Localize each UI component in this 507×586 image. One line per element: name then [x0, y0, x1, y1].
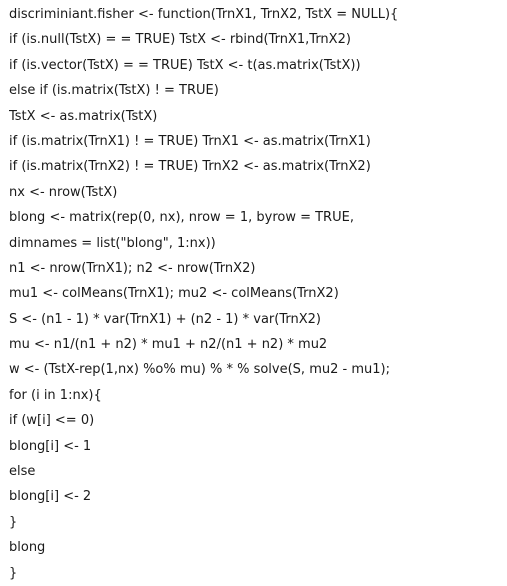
code-line-20: blong[i] <- 2 — [9, 489, 92, 505]
code-line-17: if (w[i] <= 0) — [9, 413, 95, 429]
code-line-10: dimnames = list("blong", 1:nx)) — [9, 235, 216, 251]
code-line-23: } — [9, 565, 18, 581]
code-line-1: discriminiant.fisher <- function(TrnX1, TrnX2, TstX = NULL){ — [9, 7, 399, 22]
code-line-19: else — [9, 464, 36, 480]
code-line-11: n1 <- nrow(TrnX1); n2 <- nrow(TrnX2) — [9, 260, 256, 276]
code-line-2: if (is.null(TstX) = = TRUE) TstX <- rbind(TrnX1,TrnX2) — [9, 32, 351, 48]
code-line-4: else if (is.matrix(TstX) ! = TRUE) — [9, 83, 219, 99]
code-line-7: if (is.matrix(TrnX2) ! = TRUE) TrnX2 <- as.matrix(TrnX2) — [9, 159, 371, 175]
code-line-8: nx <- nrow(TstX) — [9, 184, 118, 200]
code-line-5: TstX <- as.matrix(TstX) — [9, 108, 158, 124]
code-line-6: if (is.matrix(TrnX1) ! = TRUE) TrnX1 <- as.matrix(TrnX1) — [9, 133, 371, 149]
code-line-14: mu <- n1/(n1 + n2) * mu1 + n2/(n1 + n2) * mu2 — [9, 337, 328, 353]
code-line-9: blong <- matrix(rep(0, nx), nrow = 1, byrow = TRUE, — [9, 210, 354, 226]
code-line-22: blong — [9, 540, 46, 556]
code-line-12: mu1 <- colMeans(TrnX1); mu2 <- colMeans(TrnX2) — [9, 286, 339, 302]
code-line-16: for (i in 1:nx){ — [9, 387, 102, 403]
code-line-3: if (is.vector(TstX) = = TRUE) TstX <- t(as.matrix(TstX)) — [9, 57, 361, 73]
code-line-13: S <- (n1 - 1) * var(TrnX1) + (n2 - 1) * var(TrnX2) — [9, 311, 321, 327]
code-listing — [9, 0, 504, 586]
code-line-15: w <- (TstX-rep(1,nx) %o% mu) % * % solve(S, mu2 - mu1); — [9, 362, 390, 378]
code-line-21: } — [9, 514, 18, 530]
code-line-18: blong[i] <- 1 — [9, 438, 92, 454]
